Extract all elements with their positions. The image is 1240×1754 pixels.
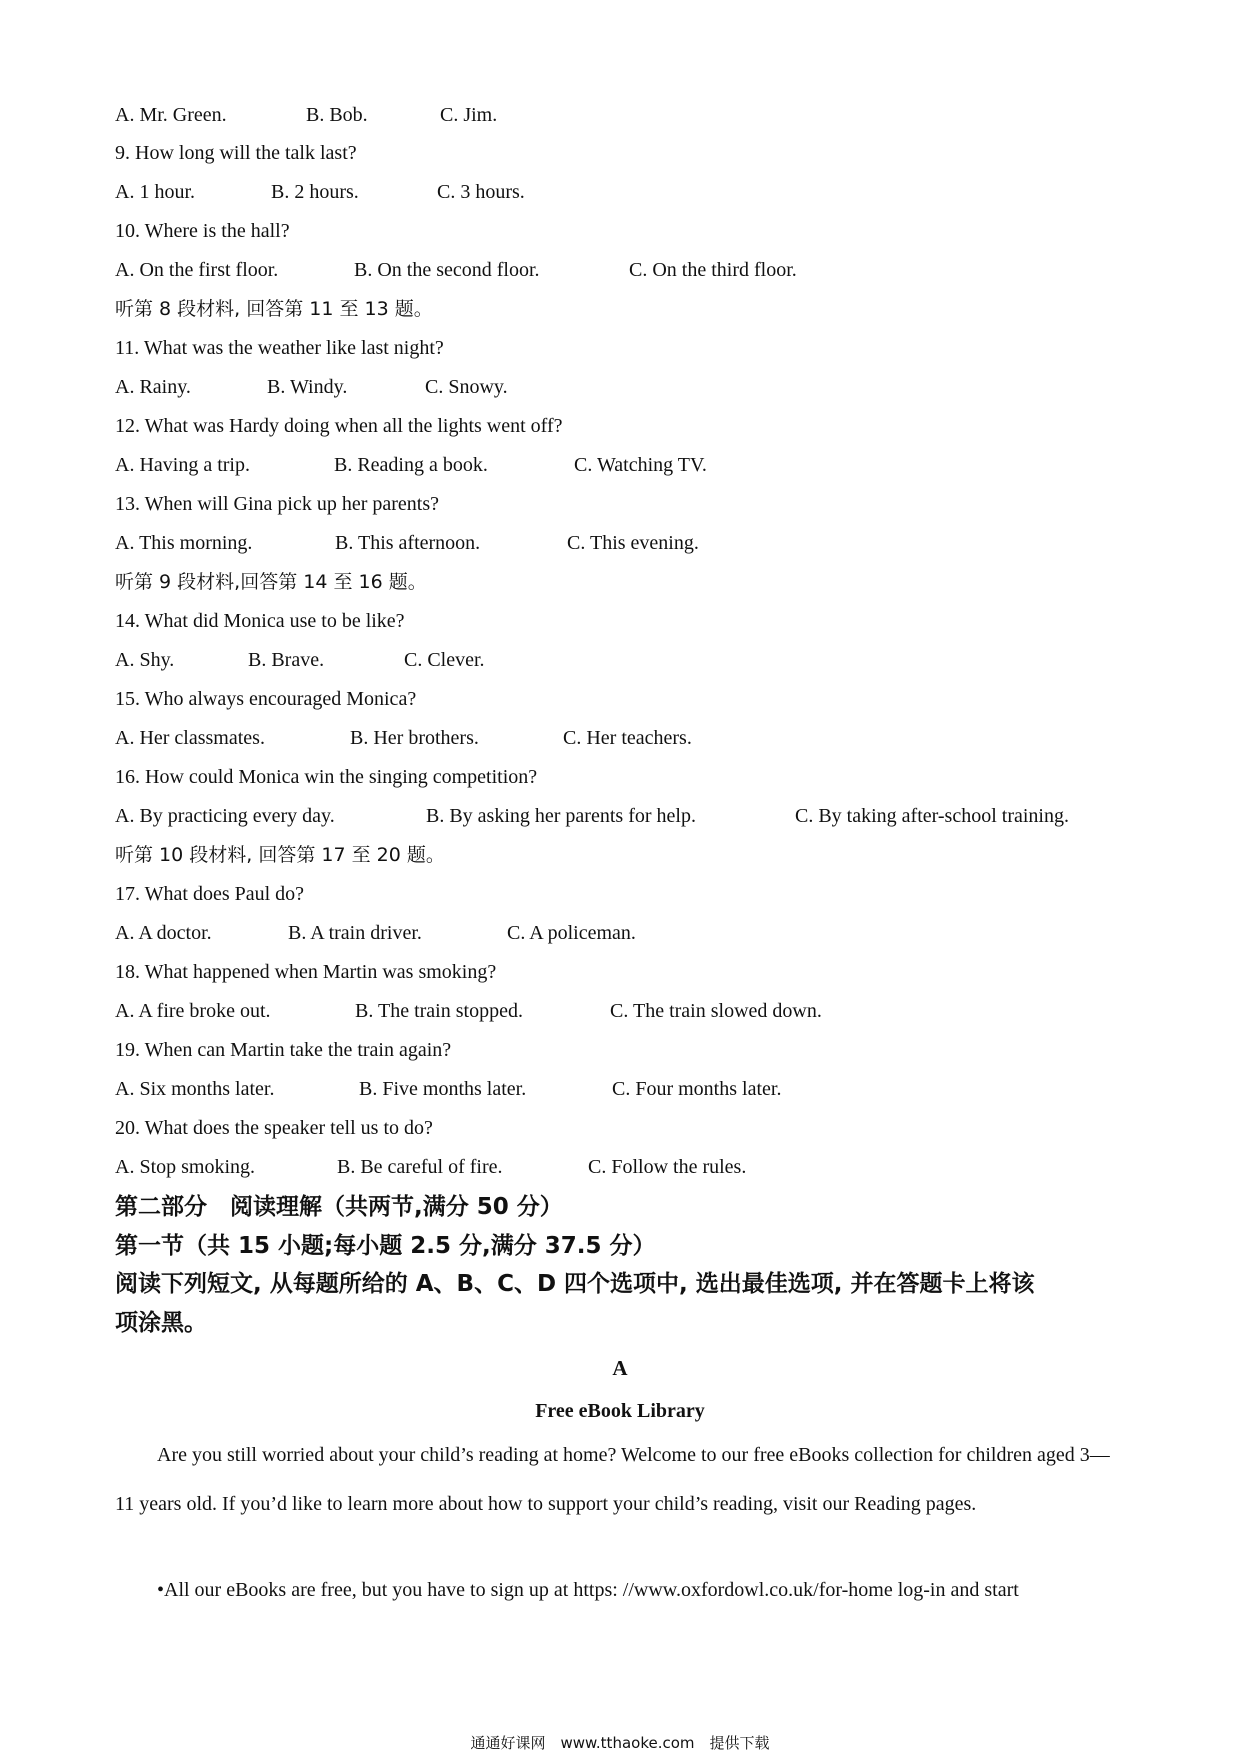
passage-title: Free eBook Library [535,1400,705,1422]
section10-instruction: 听第 10 段材料, 回答第 17 至 20 题。 [115,844,445,866]
footer-source: 通通好课网 www.tthaoke.com 提供下载 [470,1734,770,1752]
q8-option-b: B. Bob. [306,104,368,126]
q12-option-b: B. Reading a book. [334,454,488,476]
q15-option-a: A. Her classmates. [115,727,265,749]
q11-option-b: B. Windy. [267,376,348,398]
q12-option-c: C. Watching TV. [574,454,707,476]
section9-instruction: 听第 9 段材料,回答第 14 至 16 题。 [115,571,427,593]
instruction-line1: 阅读下列短文, 从每题所给的 A、B、C、D 四个选项中, 选出最佳选项, 并在答题卡上将该 [115,1271,1035,1297]
q20-option-a: A. Stop smoking. [115,1156,256,1178]
q20-question: 20. What does the speaker tell us to do? [115,1117,433,1139]
q20-option-c: C. Follow the rules. [588,1156,747,1178]
q13-option-c: C. This evening. [567,532,699,554]
q16-option-b: B. By asking her parents for help. [426,805,696,827]
q12-question: 12. What was Hardy doing when all the lights went off? [115,415,563,437]
q15-option-b: B. Her brothers. [350,727,479,749]
q19-question: 19. When can Martin take the train again? [115,1039,452,1061]
part2-title: 第二部分 阅读理解（共两节,满分 50 分） [115,1194,563,1220]
q18-question: 18. What happened when Martin was smoking? [115,961,497,983]
q13-option-a: A. This morning. [115,532,253,554]
q13-question: 13. When will Gina pick up her parents? [115,493,439,515]
passage-bullet: •All our eBooks are free, but you have to sign up at https: //www.oxfordowl.co.uk/for-home log-in and start [157,1579,1019,1601]
q14-option-c: C. Clever. [404,649,485,671]
section1-title: 第一节（共 15 小题;每小题 2.5 分,满分 37.5 分） [115,1233,656,1259]
q9-question: 9. How long will the talk last? [115,142,357,164]
q20-option-b: B. Be careful of fire. [337,1156,503,1178]
q17-option-b: B. A train driver. [288,922,422,944]
q14-option-b: B. Brave. [248,649,325,671]
q13-option-b: B. This afternoon. [335,532,481,554]
q11-option-c: C. Snowy. [425,376,508,398]
instruction-line2: 项涂黑。 [115,1310,207,1336]
q17-option-a: A. A doctor. [115,922,212,944]
q9-option-c: C. 3 hours. [437,181,525,203]
q9-option-a: A. 1 hour. [115,181,195,203]
q18-option-b: B. The train stopped. [355,1000,523,1022]
q19-option-a: A. Six months later. [115,1078,275,1100]
q10-option-b: B. On the second floor. [354,259,540,281]
q14-option-a: A. Shy. [115,649,175,671]
q18-option-c: C. The train slowed down. [610,1000,822,1022]
q19-option-b: B. Five months later. [359,1078,527,1100]
section8-instruction: 听第 8 段材料, 回答第 11 至 13 题。 [115,298,433,320]
q16-question: 16. How could Monica win the singing competition? [115,766,538,788]
q19-option-c: C. Four months later. [612,1078,782,1100]
q11-question: 11. What was the weather like last night? [115,337,444,359]
q16-option-a: A. By practicing every day. [115,805,335,827]
q17-question: 17. What does Paul do? [115,883,305,905]
passage-paragraph: Are you still worried about your child’s reading at home? Welcome to our free eBooks collection for children aged 3—11 years old. If you’d like to learn more about how to support your child’s reading, visit our Reading pages. [115,1444,1110,1515]
q12-option-a: A. Having a trip. [115,454,250,476]
q18-option-a: A. A fire broke out. [115,1000,271,1022]
q16-option-c: C. By taking after-school training. [795,805,1069,827]
q15-option-c: C. Her teachers. [563,727,692,749]
q8-option-c: C. Jim. [440,104,498,126]
q17-option-c: C. A policeman. [507,922,636,944]
q9-option-b: B. 2 hours. [271,181,359,203]
q10-option-a: A. On the first floor. [115,259,279,281]
passage-letter: A [612,1356,628,1380]
q14-question: 14. What did Monica use to be like? [115,610,405,632]
q15-question: 15. Who always encouraged Monica? [115,688,417,710]
q8-option-a: A. Mr. Green. [115,104,227,126]
q10-option-c: C. On the third floor. [629,259,797,281]
q10-question: 10. Where is the hall? [115,220,290,242]
q11-option-a: A. Rainy. [115,376,191,398]
